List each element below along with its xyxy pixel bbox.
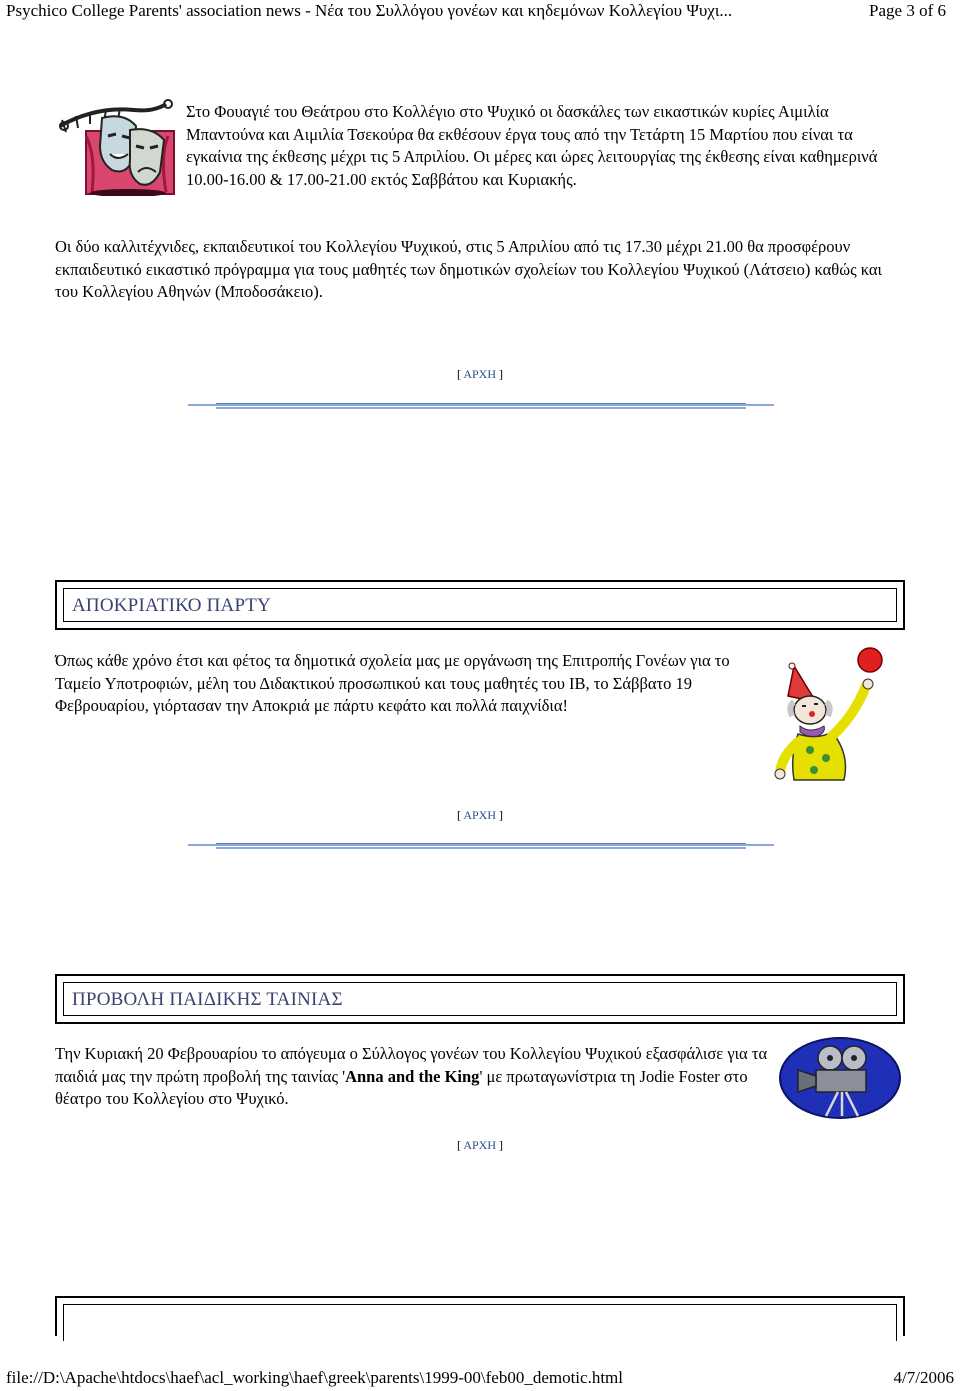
print-footer — [6, 1367, 954, 1391]
exhibition-body: Οι δύο καλλιτέχνιδες, εκπαιδευτικοί του Κολλεγίου Ψυχικού, στις 5 Απριλίου από τις 17.30 μέχρι 21.00 θα προσφέρουν εκπαιδευτικό εικαστικό πρόγραμμα για τους μαθητές των δημοτικών σχολείων του Κολλεγίου Ψυχικού (Λάτσειο) καθώς και του Κολλεγίου Αθηνών (Μποδοσάκειο). — [55, 237, 882, 301]
clown-juggler-icon — [774, 646, 900, 786]
print-date: 4/7/2006 — [893, 1368, 954, 1387]
film-title: Anna and the King — [345, 1066, 480, 1086]
page-title: Psychico College Parents' association news - Νέα του Συλλόγου γονέων και κηδεμόνων Κολλεγίου Ψυχι... — [6, 1, 733, 20]
back-to-top: [ ΑΡΧΗ ] — [456, 1138, 503, 1152]
page-number: Page 3 of 6 — [869, 1, 946, 20]
theatre-masks-icon — [56, 96, 182, 196]
file-path: file://D:\Apache\htdocs\haef\acl_working\haef\greek\parents\1999-00\feb00_demotic.html — [6, 1368, 623, 1387]
back-to-top: [ ΑΡΧΗ ] — [456, 808, 503, 822]
movie-body: Την Κυριακή 20 Φεβρουαρίου το απόγευμα ο Σύλλογος γονέων του Κολλεγίου Ψυχικού εξασφάλισε για τα παιδιά μας την πρώτη προβολή της ταινίας 'Anna and the King' με πρωταγωνίστρια τη Jodie Foster στο θέατρο του Κολλεγίου στο Ψυχικό. — [55, 1044, 768, 1108]
back-to-top: [ ΑΡΧΗ ] — [456, 367, 503, 381]
section-heading-movie: ΠΡΟΒΟΛΗ ΠΑΙΔΙΚΗΣ ΤΑΙΝΙΑΣ — [55, 974, 905, 1024]
exhibition-intro: Στο Φουαγιέ του Θεάτρου στο Κολλέγιο στο Ψυχικό οι δασκάλες των εικαστικών κυρίες Αιμιλία Μπαντούνα και Αιμιλία Τσεκούρα θα εκθέσουν έργα τους από την Τετάρτη 15 Μαρτίου που είναι τα εγκαίνια της έκθεσης μέχρι τις 5 Απριλίου. Οι μέρες και ώρες λειτουργίας της έκθεσης είναι καθημερινά 10.00-16.00 & 17.00-21.00 εκτός Σαββάτου και Κυριακής. — [186, 102, 878, 189]
carnival-body: Όπως κάθε χρόνο έτσι και φέτος τα δημοτικά σχολεία μας με οργάνωση της Επιτροπής Γονέων για το Ταμείο Υποτροφιών, μέλη του Διδακτικού προσωπικού και τους μαθητές του IB, το Σάββατο 19 Φεβρουαρίου, γιόρτασαν την Αποκριά με πάρτυ κεφάτο και πολλά παιχνίδια! — [55, 651, 730, 715]
top-link[interactable]: ΑΡΧΗ — [463, 1138, 496, 1152]
divider — [188, 403, 774, 409]
section-heading-next — [55, 1296, 905, 1336]
print-header — [6, 0, 946, 24]
top-link[interactable]: ΑΡΧΗ — [463, 367, 496, 381]
section-heading-carnival: ΑΠΟΚΡΙΑΤΙΚΟ ΠΑΡΤΥ — [55, 580, 905, 630]
divider — [188, 843, 774, 849]
movie-projector-icon — [778, 1036, 902, 1120]
top-link[interactable]: ΑΡΧΗ — [463, 808, 496, 822]
